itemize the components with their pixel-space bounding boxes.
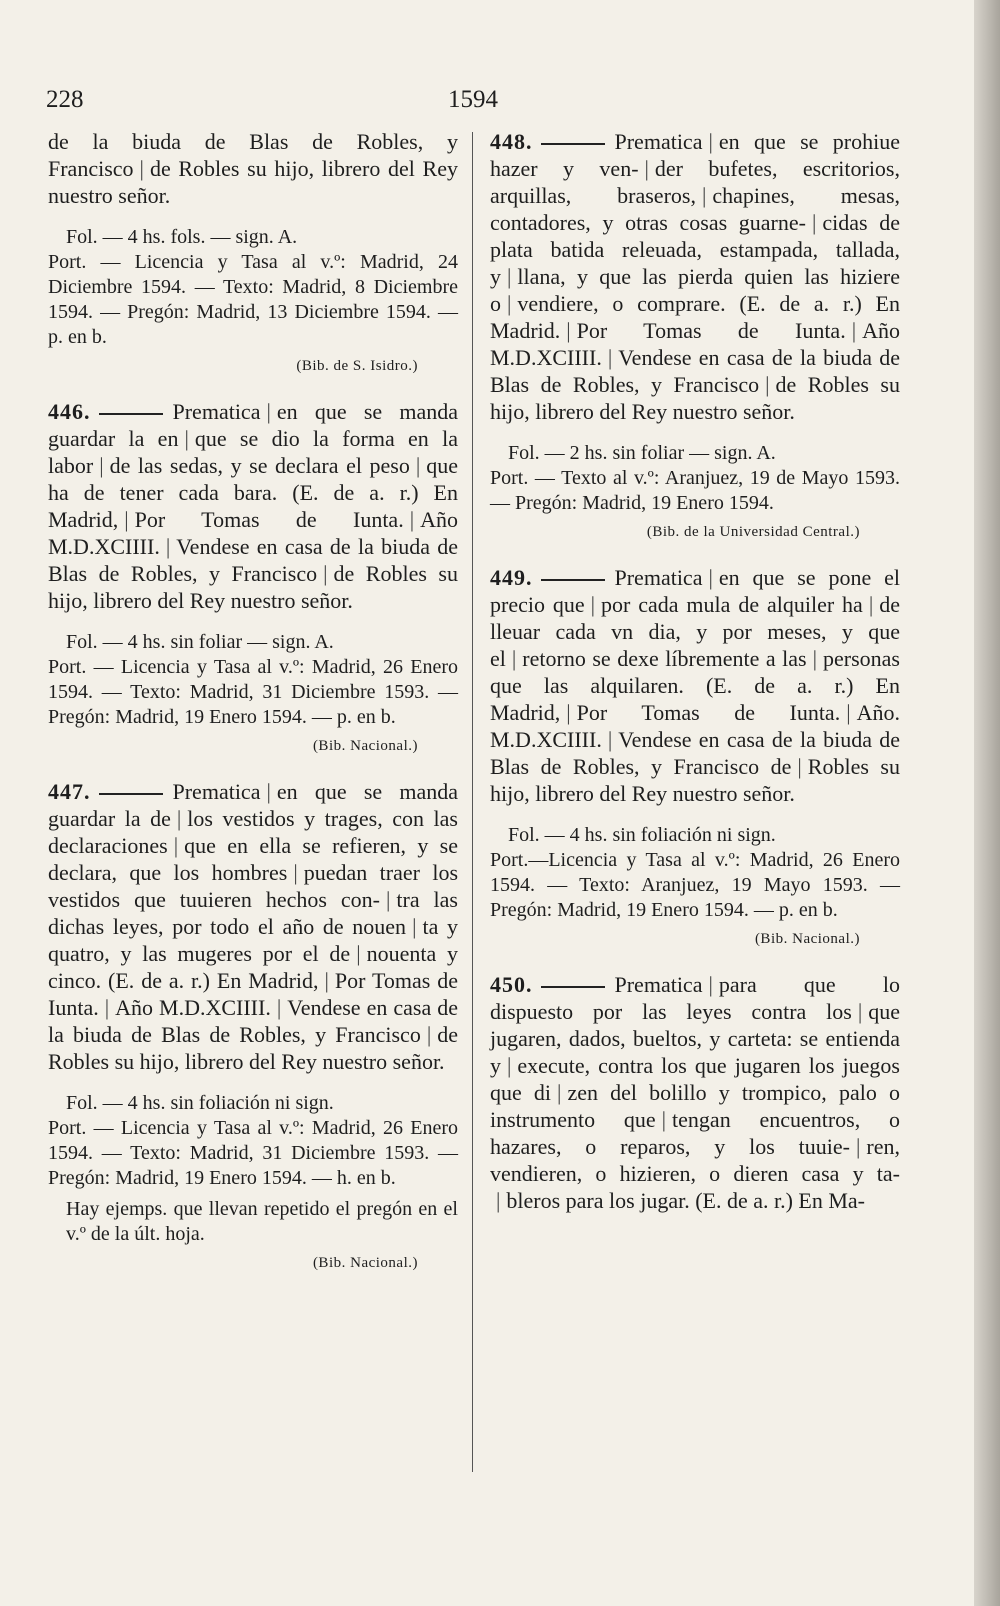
column-divider [472,132,473,1472]
dash-rule [541,143,605,145]
format-line: Fol. — 2 hs. sin foliar — sign. A. [508,442,776,464]
page-edge-shadow [974,0,1000,1606]
bibliographic-description [48,225,458,350]
entry-number: 448. [490,129,533,154]
library-source: (Bib. Nacional.) [754,931,860,947]
portada-line: Port. — Licencia y Tasa al v.º: Madrid, 26 Enero 1594. — Texto: Madrid, 31 Diciembre 1593. — Pregón: Madrid, 19 Enero 1594. — p. en b. [48,656,458,728]
running-head-year: 1594 [448,86,498,113]
library-source: (Bib. Nacional.) [312,738,418,754]
format-line: Fol. — 4 hs. fols. — sign. A. [66,226,298,248]
dash-rule [99,793,163,795]
right-column [490,128,900,1214]
entry-number: 447. [48,779,91,804]
entry-text-segment: de la biuda de Blas de Robles, y Francisco [48,129,458,181]
left-column [48,128,458,1273]
entry-446: 446. Prematica | en que se manda guardar la en | que se dio la forma en la labor | de las sedas, y se declara el peso | que ha de tener cada bara. (E. de a. r.) En Madrid, | Por Tomas de Iunta. | Año M.D.XCIIII. | Vendese en casa de la biuda de Blas de Robles, y Francisco | de Robles su hijo, librero del Rey nuestro señor. [48,399,458,613]
format-line: Fol. — 4 hs. sin foliar — sign. A. [66,631,334,653]
copy-note: Hay ejemps. que llevan repetido el pregón en el v.º de la últ. hoja. [66,1198,458,1245]
format-line: Fol. — 4 hs. sin foliación ni sign. [508,824,776,846]
bibliographic-description [490,823,900,923]
bibliographic-description [48,630,458,730]
library-source: (Bib. de S. Isidro.) [296,358,418,374]
portada-line: Port. — Texto al v.º: Aranjuez, 19 de Mayo 1593. — Pregón: Madrid, 19 Enero 1594. [490,467,900,514]
dash-rule [541,986,605,988]
bibliographic-description [490,441,900,516]
entry-449: 449. Prematica | en que se pone el precio que | por cada mula de alquiler ha | de lleuar cada vn dia, y por meses, y que el | retorno se dexe líbremente a las | personas que las alquilaren. (E. de a. r.) En Madrid, | Por Tomas de Iunta. | Año. M.D.XCIIII. | Vendese en casa de la biuda de Blas de Robles, y Francisco de | Robles su hijo, librero del Rey nuestro señor. [490,565,900,806]
library-source: (Bib. Nacional.) [312,1255,418,1271]
entry-447: 447. Prematica | en que se manda guardar la de | los vestidos y trages, con las declaraciones | que en ella se refieren, y se declara, que los hombres | puedan traer los vestidos que tuuieren hechos con- | tra las dichas leyes, por todo el año de nouen | ta y quatro, y las mugeres por el de | nouenta y cinco. (E. de a. r.) En Madrid, | Por Tomas de Iunta. | Año M.D.XCIIII. | Vendese en casa de la biuda de Blas de Robles, y Francisco | de Robles su hijo, librero del Rey nuestro señor. [48,779,459,1074]
portada-line: Port. — Licencia y Tasa al v.º: Madrid, 24 Diciembre 1594. — Texto: Madrid, 8 Diciembre 1594. — Pregón: Madrid, 13 Diciembre 1594. — p. en b. [48,251,458,348]
library-source: (Bib. de la Universidad Central.) [646,524,860,540]
dash-rule [99,413,163,415]
entry-continuation: de la biuda de Blas de Robles, y Francisco | de Robles su hijo, librero del Rey nuestro señor. [48,129,458,208]
entry-number: 449. [490,565,533,590]
entry-448: 448. Prematica | en que se prohiue hazer y ven- | der bufetes, escritorios, arquillas, braseros, | chapines, mesas, contadores, y otras cosas guarne- | cidas de plata batida releuada, estampada, tallada, y | llana, y que las pierda quien las hiziere o | vendiere, o comprare. (E. de a. r.) En Madrid. | Por Tomas de Iunta. | Año M.D.XCIIII. | Vendese en casa de la biuda de Blas de Robles, y Francisco | de Robles su hijo, librero del Rey nuestro señor. [490,129,901,424]
dash-rule [541,579,605,581]
page-number: 228 [46,86,84,113]
entry-number: 450. [490,972,533,997]
bibliographic-description [48,1091,458,1191]
format-line: Fol. — 4 hs. sin foliación ni sign. [66,1092,334,1114]
portada-line: Port. — Licencia y Tasa al v.º: Madrid, 26 Enero 1594. — Texto: Madrid, 31 Diciembre 1593. — Pregón: Madrid, 19 Enero 1594. — h. en b. [48,1117,458,1189]
entry-450: 450. Prematica | para que lo dispuesto por las leyes contra los | que jugaren, dados, bueltos, y carteta: se entienda y | execute, contra los que jugaren los juegos que di | zen del bolillo y trompico, palo o instrumento que | tengan encuentros, o hazares, o reparos, y los tuuie- | ren, vendieren, o hizieren, o dieren casa y ta-| bleros para los jugar. (E. de a. r.) En Ma- [490,972,901,1213]
portada-line: Port.—Licencia y Tasa al v.º: Madrid, 26 Enero 1594. — Texto: Aranjuez, 19 Mayo 1593. — Pregón: Madrid, 19 Enero 1594. — p. en b. [490,849,900,921]
entry-text-segment: de Robles su hijo, librero del Rey nuestro señor. [48,156,458,208]
entry-number: 446. [48,399,91,424]
